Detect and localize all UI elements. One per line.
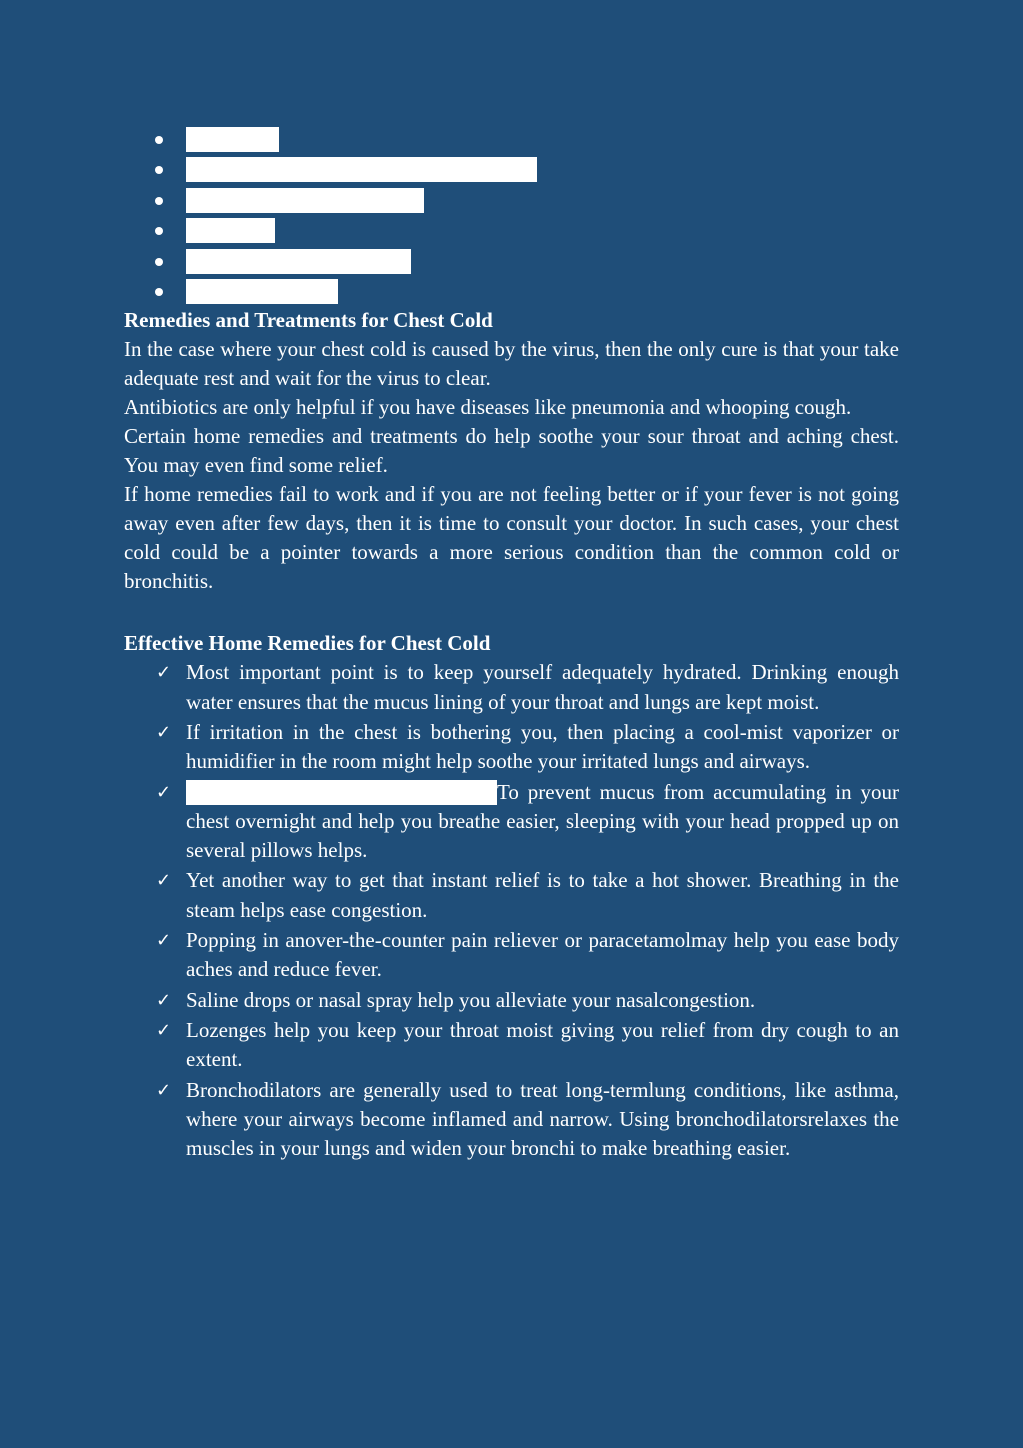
redacted-text-block [186, 279, 338, 304]
bullet-icon [155, 197, 163, 205]
redacted-text-block [186, 218, 275, 243]
list-item-text: To prevent mucus from accumulating in your chest overnight and help you breathe easier, sleeping with your head propped up on several pillows helps. [186, 779, 899, 863]
paragraph: Certain home remedies and treatments do help soothe your sour throat and aching chest. You may even find some relief. [124, 424, 899, 478]
list-item [124, 778, 899, 866]
redacted-text-block [186, 188, 424, 213]
list-item [124, 215, 899, 245]
bullet-icon [155, 227, 163, 235]
paragraph: In the case where your chest cold is caused by the virus, then the only cure is that your take adequate rest and wait for the virus to clear. [124, 337, 899, 391]
checkmark-icon: ✓ [156, 662, 172, 684]
paragraph: If home remedies fail to work and if you are not feeling better or if your fever is not going away even after few days, then it is time to consult your doctor. In such cases, your chest cold could be a pointer towards a more serious condition than the common cold or bronchitis. [124, 482, 899, 594]
list-item [124, 276, 899, 306]
redacted-bullet-list [124, 124, 899, 306]
list-item [124, 246, 899, 276]
list-item [124, 1016, 899, 1075]
bullet-icon [155, 166, 163, 174]
checkmark-icon: ✓ [156, 989, 172, 1011]
bullet-icon [155, 288, 163, 296]
list-item [124, 866, 899, 925]
redacted-text-block [186, 157, 537, 182]
list-item [124, 185, 899, 215]
list-item-text: Yet another way to get that instant relief is to take a hot shower. Breathing in the steam helps ease congestion. [186, 868, 899, 922]
checkmark-icon: ✓ [156, 870, 172, 892]
redacted-text-block [186, 127, 279, 152]
section-heading-home-remedies: Effective Home Remedies for Chest Cold [124, 631, 491, 656]
list-item [124, 926, 899, 985]
checklist [124, 658, 899, 1163]
checkmark-icon: ✓ [156, 1019, 172, 1041]
checkmark-icon: ✓ [156, 721, 172, 743]
list-item [124, 154, 899, 184]
list-item [124, 124, 899, 154]
checkmark-icon: ✓ [156, 1079, 172, 1101]
list-item [124, 718, 899, 777]
checkmark-icon: ✓ [156, 930, 172, 952]
paragraph: Antibiotics are only helpful if you have diseases like pneumonia and whooping cough. [124, 395, 852, 420]
list-item-text: Saline drops or nasal spray help you alleviate your nasalcongestion. [186, 987, 756, 1012]
checkmark-icon: ✓ [156, 781, 172, 803]
list-item-text: Most important point is to keep yourself adequately hydrated. Drinking enough water ensures that the mucus lining of your throat and lungs are kept moist. [186, 660, 899, 714]
list-item-text: Popping in anover-the-counter pain reliever or paracetamolmay help you ease body aches and reduce fever. [186, 928, 899, 982]
section-heading-remedies: Remedies and Treatments for Chest Cold [124, 308, 493, 333]
bullet-icon [155, 258, 163, 266]
list-item-text: Bronchodilators are generally used to treat long-termlung conditions, like asthma, where your airways become inflamed and narrow. Using bronchodilatorsrelaxes the muscles in your lungs and widen your bronchi to make breathing easier. [186, 1077, 899, 1161]
list-item [124, 986, 899, 1015]
list-item-text: Lozenges help you keep your throat moist giving you relief from dry cough to an extent. [186, 1017, 899, 1072]
spacer [124, 596, 899, 629]
list-item [124, 658, 899, 717]
document-page [124, 124, 899, 1163]
redacted-text-block [186, 780, 497, 805]
list-item [124, 1076, 899, 1164]
bullet-icon [155, 136, 163, 144]
list-item-text: If irritation in the chest is bothering you, then placing a cool-mist vaporizer or humidifier in the room might help soothe your irritated lungs and airways. [186, 719, 899, 774]
redacted-text-block [186, 249, 411, 274]
